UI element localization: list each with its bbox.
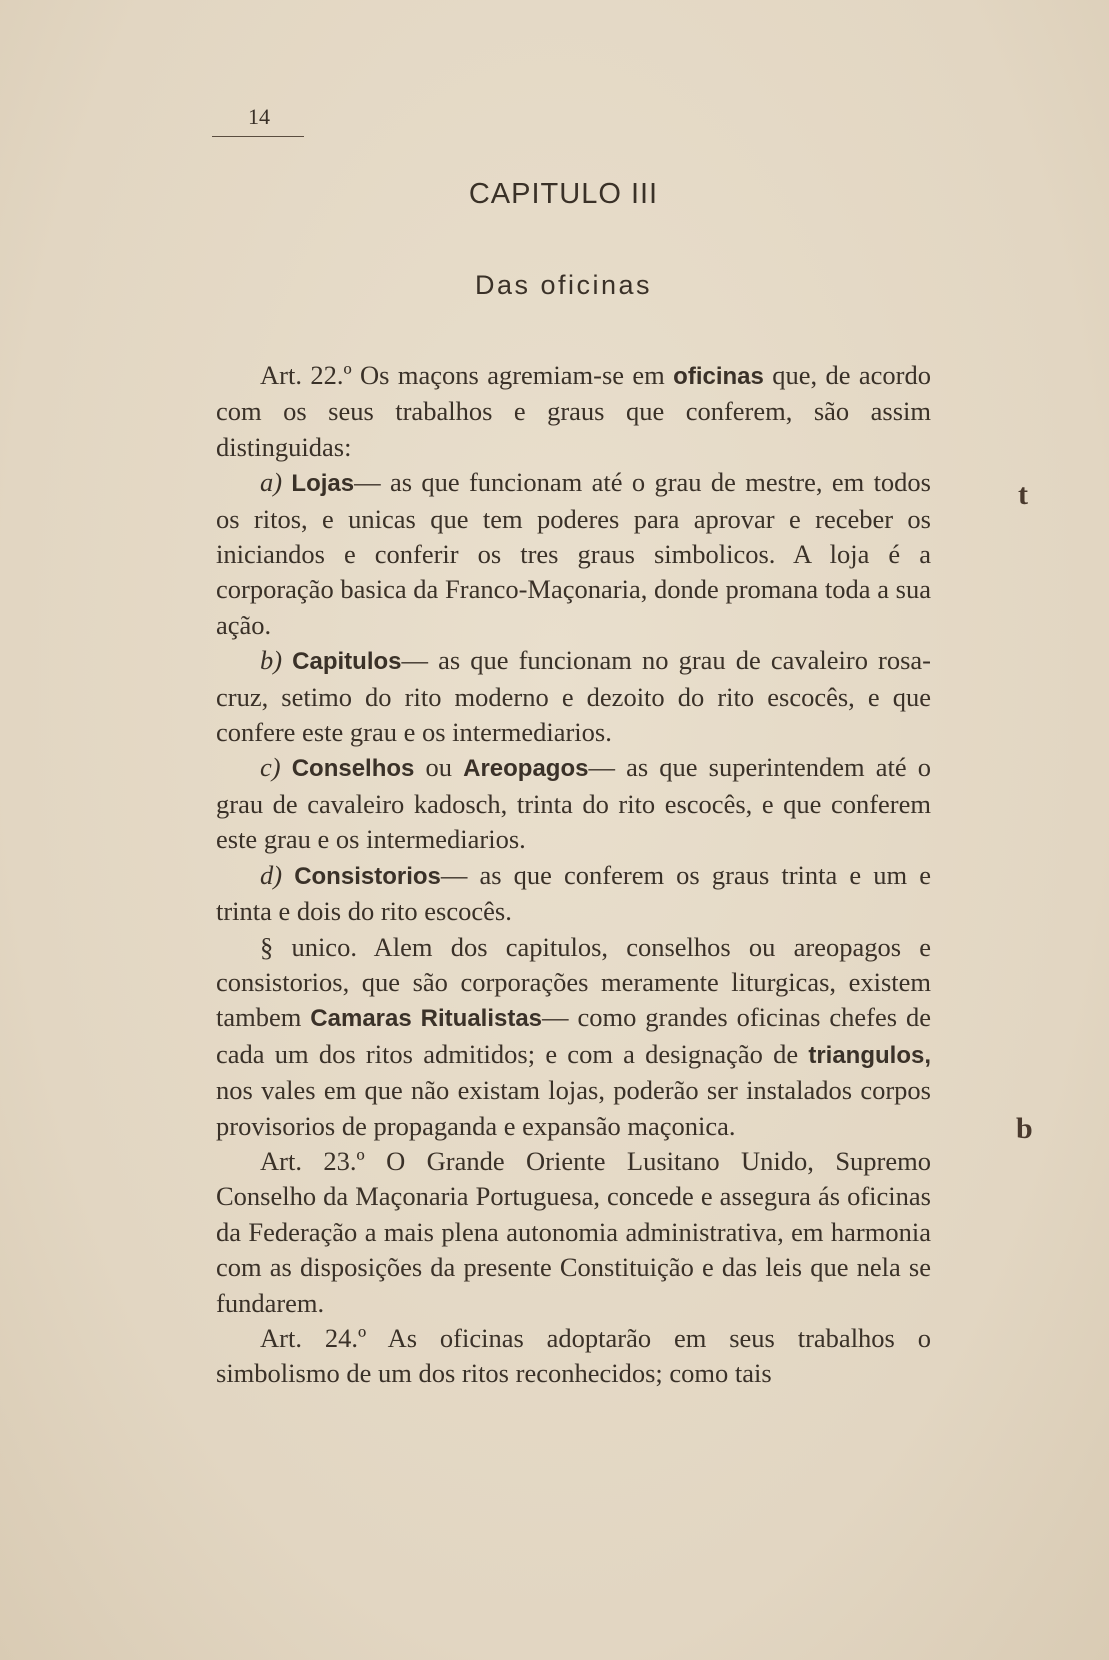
art24-label: Art. 24.º: [260, 1322, 367, 1353]
term-lojas: Lojas: [291, 470, 355, 498]
clause-c-or: ou: [425, 752, 452, 783]
clause-d-letter: d): [260, 859, 283, 890]
clause-a: [216, 465, 931, 643]
art22-paragraph: [216, 358, 931, 465]
margin-mark-2: b: [1016, 1112, 1033, 1145]
paragraph-unico: [216, 930, 931, 1144]
body-text: [216, 358, 931, 1392]
term-oficinas: oficinas: [673, 363, 764, 390]
page-number: 14: [212, 104, 304, 137]
clause-d: [216, 858, 931, 930]
art22-intro-b: que, de acordo com os seus trabalhos e graus que conferem, são assim distinguidas:: [216, 360, 931, 462]
section-title: Das oficinas: [474, 270, 653, 300]
clause-c-text: — as que superintendem até o grau de cavaleiro kadosch, trinta do rito escocês, e que conferem este grau e os intermediarios.: [216, 752, 931, 855]
term-triangulos: triangulos,: [808, 1041, 931, 1069]
unico-text-b: — como grandes oficinas chefes de cada um dos ritos admitidos; e com a designação de: [216, 1002, 932, 1069]
margin-mark-1: t: [1018, 478, 1028, 511]
art23-paragraph: [216, 1144, 931, 1321]
art23-label: Art. 23.º: [260, 1145, 365, 1176]
art24-text: As oficinas adoptarão em seus trabalhos o simbolismo de um dos ritos reconhecidos; como tais: [216, 1322, 931, 1389]
clause-c-letter: c): [260, 752, 281, 783]
clause-b: [216, 643, 931, 750]
term-areopagos: Areopagos: [463, 755, 589, 783]
term-camaras-ritualistas: Camaras Ritualistas: [310, 1005, 543, 1033]
art23-text: O Grande Oriente Lusitano Unido, Supremo Conselho da Maçonaria Portuguesa, concede e assegura ás oficinas da Federação a mais plena autonomia administrativa, em harmonia com as disposições da presente Constituição e das leis que nela se fundarem.: [216, 1145, 932, 1318]
clause-a-letter: a): [260, 467, 283, 498]
art22-intro-a: Os maçons agremiam-se em: [360, 360, 665, 390]
art24-paragraph: [216, 1321, 931, 1392]
clause-a-text: — as que funcionam até o grau de mestre, em todos os ritos, e unicas que tem poderes para aprovar e receber os iniciandos e conferir os tres graus simbolicos. A loja é a corporação basica da Franco-Maçonaria, donde promana toda a sua ação.: [216, 467, 931, 640]
clause-b-letter: b): [260, 645, 283, 676]
chapter-title: CAPITULO III: [468, 178, 659, 210]
clause-c: [216, 750, 931, 857]
term-capitulos: Capitulos: [292, 648, 402, 676]
term-consistorios: Consistorios: [294, 862, 441, 890]
art22-label: Art. 22.º: [260, 360, 352, 390]
clause-b-text: — as que funcionam no grau de cavaleiro rosa-cruz, setimo do rito moderno e dezoito do rito escocês, e que confere este grau e os intermediarios.: [216, 645, 931, 748]
term-conselhos: Conselhos: [291, 755, 415, 783]
clause-d-text: — as que conferem os graus trinta e um e trinta e dois do rito escocês.: [216, 859, 931, 927]
unico-text-c: nos vales em que não existam lojas, poderão ser instalados corpos provisorios de propaganda e expansão maçonica.: [216, 1075, 931, 1141]
unico-text-a: § unico. Alem dos capitulos, conselhos ou areopagos e consistorios, que são corporações meramente liturgicas, existem tambem: [216, 931, 931, 1033]
